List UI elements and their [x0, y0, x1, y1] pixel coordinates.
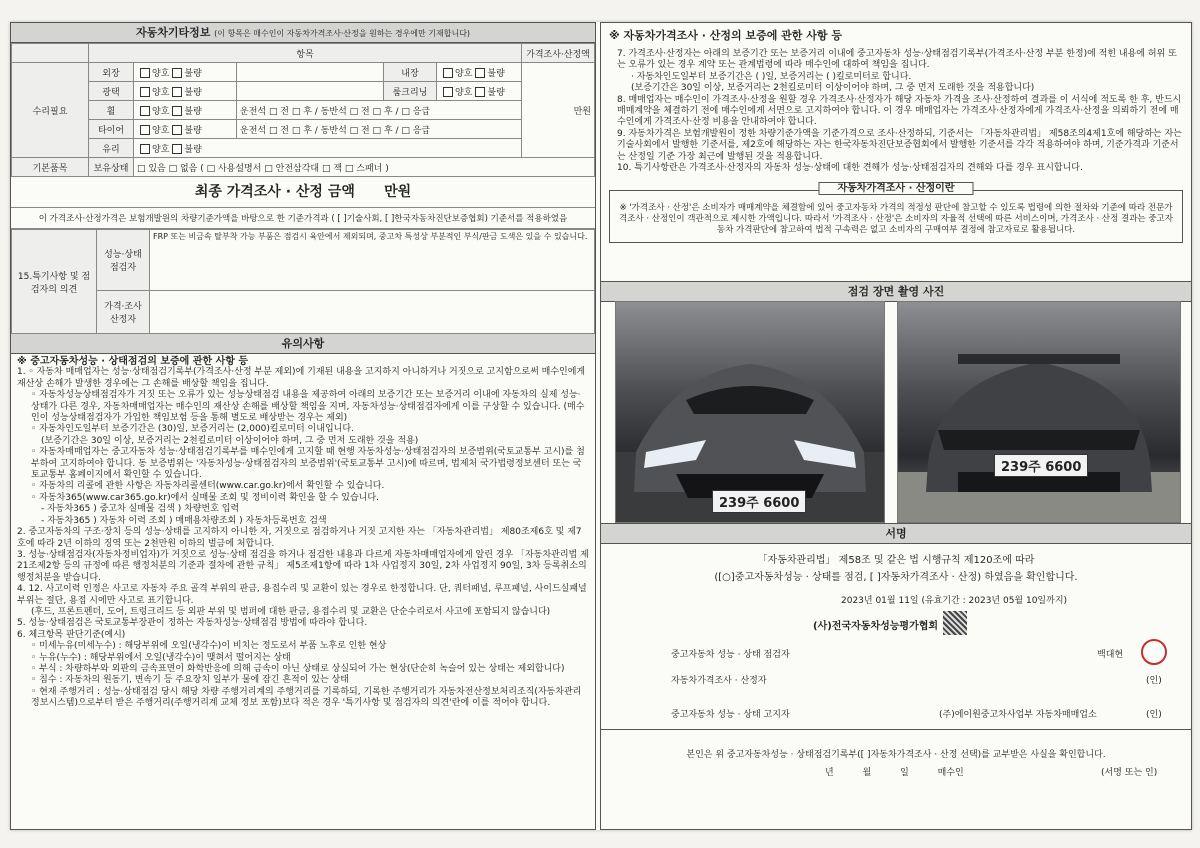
- notice-1d: (보증기간은 30일 이상, 보증거리는 2천킬로미터 이상이어야 하며, 그 중 먼저 도래한 것을 적용): [41, 435, 419, 446]
- wheel-detail: 운전석 □ 전 □ 후 / 동반석 □ 전 □ 후 / □ 응급: [237, 101, 522, 120]
- notice-1g: ◦ 자동차365(www.car365.go.kr)에서 실매물 조회 및 정비이력 확인을 할 수 있습니다.: [31, 492, 379, 503]
- sign-line-1: 「자동차관리법」 제58조 및 같은 법 시행규칙 제120조에 따라: [757, 555, 1035, 566]
- checkbox[interactable]: [140, 125, 150, 135]
- notice-6d: ◦ 침수 : 자동차의 원동기, 변속기 등 주요장치 일부가 물에 잠긴 흔적이 있는 상태: [31, 675, 349, 686]
- notice-1c: ◦ 자동차인도일부터 보증기간은 (30)일, 보증거리는 (2,000)킬로미터 이내입니다.: [31, 424, 354, 435]
- notice-3: 3. 성능·상태점검자(자동차정비업자)가 거짓으로 성능·상태 점검을 하거나 점검한 내용과 다르게 자동차매매업자에게 알린 경우 「자동차관리법 제21조제2항 등의 규정에 따른 행정처분의 기준과 절차에 관한 규칙」 제5조제1항에 따라 1차 사업정지 30일, 2차 사업정지 90일, 3차 등록취소의 행정처분을 받습니다.: [17, 549, 589, 583]
- inspector-name: 백대현: [1097, 650, 1124, 660]
- notice-6b: ◦ 누유(누수) : 해당부위에서 오일(냉각수)이 맺혀서 떨어지는 상태: [31, 652, 291, 663]
- checkbox[interactable]: [140, 68, 150, 78]
- left-column: [10, 22, 596, 830]
- section-title: 자동차기타정보: [135, 26, 211, 39]
- checkbox[interactable]: [140, 144, 150, 154]
- basic-options: □ 있음 □ 없음 ( □ 사용설명서 □ 안전삼각대 □ 잭 □ 스패너 ): [134, 158, 595, 177]
- other-info-table: 항목 가격조사·산정액 수리필요 외장 양호 불량 내장 양호 불량 만원 광택 양호 불량 룸크리닝 양호 불량 휠 양호 불량 운전석 □ 전 □ 후 / 동반석 □ 전 □ 후 / □ 응급 타이어 양호 불량 운전석 □ 전 □ 후 / 동반석 □ 전 □ 후 / □ 응급 유리 양호 불량 기본품목 보유상태 □ 있음 □ 없음 ( □ 사용설명서 □ 안전삼각대 □ 잭 □ 스패너 ): [11, 43, 595, 177]
- front-photo: [615, 301, 885, 523]
- other-info-header: [11, 23, 595, 43]
- notifier-name: (주)에이원중고차사업부 자동차매매업소: [939, 710, 1097, 720]
- row-interior: 내장: [384, 63, 437, 82]
- receipt-date: 년 월 일 매수인: [825, 768, 964, 778]
- checkbox[interactable]: [172, 144, 182, 154]
- tire-detail: 운전석 □ 전 □ 후 / 동반석 □ 전 □ 후 / □ 응급: [237, 120, 522, 139]
- col-price: 가격조사·산정액: [522, 44, 595, 63]
- row-polish: 광택: [89, 82, 134, 101]
- basic-items-label: 기본품목: [12, 158, 89, 177]
- checkbox[interactable]: [172, 68, 182, 78]
- final-price: 최종 가격조사 · 산정 금액 만원: [11, 177, 595, 208]
- inspection-record-sheet: [10, 22, 1192, 830]
- car-front-image: [616, 302, 884, 522]
- checkbox[interactable]: [140, 87, 150, 97]
- sign-date: 2023년 01월 11일 (유효기간 : 2023년 05월 10일까지): [841, 596, 1068, 606]
- row-tire: 타이어: [89, 120, 134, 139]
- notice-4: 4. 12. 사고이력 인정은 사고로 자동차 주요 골격 부위의 판금, 용접수리 및 교환이 있는 경우로 한정합니다. 단, 쿼터패널, 루프패널, 사이드실패널 부위는 절단, 용접 시에만 사고로 표기합니다.: [17, 584, 587, 606]
- notice-2: 2. 중고자동차의 구조·장치 등의 성능·상태를 고지하지 아니한 자, 거짓으로 점검하거나 거짓 고지한 자는 「자동차관리법」 제80조제6호 및 제7호에 따라 2년 이하의 징역 또는 2천만원 이하의 벌금에 처합니다.: [17, 527, 582, 549]
- checkbox[interactable]: [140, 106, 150, 116]
- inspector-role: 중고자동차 성능 · 상태 점검자: [671, 650, 790, 660]
- item-8: 8. 매매업자는 매수인이 가격조사·산정을 원할 경우 가격조사·산정자가 해당 자동차 가격을 조사·산정하여 결과를 이 서식에 적도록 한 후, 반드시 매매계약을 체결하기 전에 매수인에게 서면으로 고지하여야 합니다. 이 경우 매매업자는 가격조사·산정자에게 가격조사·산정을 의뢰하기 전에 매수인에게 가격조사·산정 비용을 안내하여야 합니다.: [617, 94, 1182, 128]
- photo-header: 점검 장면 촬영 사진: [601, 281, 1191, 302]
- definition-title: 자동차가격조사 · 산정이란: [818, 182, 973, 195]
- appraiser-label: 가격·조사 산정자: [97, 291, 150, 334]
- item-7: 7. 가격조사·산정자는 아래의 보증기간 또는 보증거리 이내에 중고자동차 성능·상태점검기록부(가격조사·산정 부분 한정)에 적힌 내용에 허위 또는 오류가 있는 경우 계약 또는 관계법령에 따라 매수인에 대하여 책임을 집니다.: [617, 49, 1177, 71]
- checkbox[interactable]: [172, 87, 182, 97]
- row-cleaning: 룸크리닝: [384, 82, 437, 101]
- special-label: 15.특기사항 및 점검자의 의견: [12, 230, 97, 334]
- row-wheel: 휠: [89, 101, 134, 120]
- rear-photo: [897, 301, 1181, 523]
- price-unit: 만원: [522, 63, 595, 158]
- notice-4b: (후드, 프론트펜더, 도어, 트렁크리드 등 외판 부위 및 범퍼에 대한 판금, 용접수리 및 교환은 단순수리로서 사고에 포함되지 않습니다): [31, 606, 551, 617]
- association-name: (사)전국자동차성능평가협회: [813, 621, 939, 632]
- notifier-seal: (인): [1146, 710, 1162, 720]
- notice-6e: ◦ 현재 주행거리 : 성능·상태점검 당시 해당 차량 주행거리계의 주행거리를 기록하되, 기록한 주행거리가 자동차전산정보처리조직(자동차관리정보시스템)으로부터 받은 주행거리(주행거리계 교체 정보 포함)보다 적은 경우 '특기사항 및 점검자의 의견'란에 이를 적어야 합니다.: [31, 686, 582, 709]
- notice-6c: ◦ 부식 : 차량하부와 외판의 금속표면이 화학반응에 의해 금속이 아닌 상태로 상실되어 가는 현상(단순히 녹슬어 있는 상태는 제외합니다): [31, 663, 565, 674]
- seal-stamp-icon: [1141, 639, 1167, 665]
- price-guarantee-title: ※ 자동차가격조사 · 산정의 보증에 관한 사항 등: [609, 29, 842, 42]
- checkbox[interactable]: [475, 68, 485, 78]
- repair-label: 수리필요: [12, 63, 89, 158]
- basic-state-label: 보유상태: [89, 158, 134, 177]
- receipt-statement: 본인은 위 중고자동차성능 · 상태점검기록부([ ]자동차가격조사 · 산정 선택)를 교부받은 사실을 확인합니다.: [686, 750, 1106, 760]
- checkbox[interactable]: [443, 87, 453, 97]
- special-text: FRP 또는 비금속 탈부착 가능 부품은 점검시 육안에서 제외되며, 중고차 특성상 부분적인 부식/판금 도색은 있을 수 있습니다.: [150, 230, 595, 291]
- notice-header: 유의사항: [11, 334, 595, 354]
- item-9: 9. 자동차가격은 보험개발원이 정한 차량기준가액을 기준가격으로 조사·산정하되, 기준서는 「자동차관리법」 제58조의4제1호에 해당하는 자는 기술사회에서 발행한 기준서를, 제2호에 해당하는 자는 한국자동차진단보증협회에서 발행한 기준서를 각각 적용하여야 하며, 기준가격과 기준서는 산정일 기준 가장 최근에 발행된 것을 적용합니다.: [617, 128, 1182, 162]
- item-10: 10. 특기사항란은 가격조사·산정자의 자동차 성능·상태에 대한 견해가 성능·상태점검자의 견해와 다를 경우 표시합니다.: [617, 163, 1083, 174]
- special-notes-table: [11, 229, 595, 334]
- price-basis: 이 가격조사·산정가격은 보험개발원의 차량기준가액을 바탕으로 한 기준가격과 ( [ ]기술사회, [ ]한국자동차진단보증협회) 기준서를 적용하였음: [11, 208, 595, 229]
- notice-6a: ◦ 미세누유(미세누수) : 해당부위에 오일(냉각수)이 비치는 정도로서 부품 노후로 인한 현상: [31, 641, 387, 652]
- checkbox[interactable]: [443, 68, 453, 78]
- appraisal-definition-box: [609, 183, 1183, 243]
- signature-note: (서명 또는 인): [1101, 768, 1158, 778]
- license-plate-front: 239주 6600: [712, 490, 806, 513]
- notice-body: ※ 중고자동차성능 · 상태점검의 보증에 관한 사항 등 1. ◦ 자동차 매매업자는 성능·상태점검기록부(가격조사·산정 부분 제외)에 기재된 내용을 고지하지 아니하거나 거짓으로 고지함으로써 매수인에게 재산상 손해가 발생한 경우에는 그 손해를 배상할 책임을 집니다. ◦ 자동차성능상태점검자가 거짓 또는 오류가 있는 성능상태점검 내용을 제공하여 아래의 보증기간 또는 보증거리 이내에 자동차의 실제 성능·상태가 다른 경우, 자동차매매업자는 매수인의 재산상 손해를 배상할 책임을 지며, 자동차성능·상태점검자에게 이를 구상할 수 있습니다. (매수인이 성능상태점검자가 가입한 책임보험 등을 통해 별도로 배상받는 경우는 제외) ◦ 자동차인도일부터 보증기간은 (30)일, 보증거리는 (2,000)킬로미터 이내입니다. (보증기간은 30일 이상, 보증거리는 2천킬로미터 이상이어야 하며, 그 중 먼저 도래한 것을 적용) ◦ 자동차매매업자는 중고자동차 성능·상태점검기록부를 매수인에게 고지할 때 현행 자동차성능·상태점검자의 보증범위(국토교통부 고시)를 첨부하여 고지하여야 합니다. 동 보증범위는 '자동차성능·상태점검자의 보증범위'(국토교통부 고시)에 따르며, 법제처 국가법령정보센터 또는 국토교통부 홈페이지에서 확인할 수 있습니다. ◦ 자동차의 리콜에 관한 사항은 자동차리콜센터(www.car.go.kr)에서 확인할 수 있습니다. ◦ 자동차365(www.car365.go.kr)에서 실매물 조회 및 정비이력 확인을 할 수 있습니다. - 자동차365 ) 중고차 실매물 검색 ) 차량번호 입력 - 자동차365 ) 자동차 이력 조회 ) 매매용차량조회 ) 자동차등록번호 검색 2. 중고자동차의 구조·장치 등의 성능·상태를 고지하지 아니한 자, 거짓으로 점검하거나 거짓 고지한 자는 「자동차관리법」 제80조제6호 및 제7호에 따라 2년 이하의 징역 또는 2천만원 이하의 벌금에 처합니다. 3. 성능·상태점검자(자동차정비업자)가 거짓으로 성능·상태 점검을 하거나 점검한 내용과 다르게 자동차매매업자에게 알린 경우 「자동차관리법 제21조제2항 등의 규정에 따른 행정처분의 기준과 절차에 관한 규칙」 제5조제1항에 따라 1차 사업정지 30일, 2차 사업정지 90일, 3차 등록취소의 행정처분을 받습니다. 4. 12. 사고이력 인정은 사고로 자동차 주요 골격 부위의 판금, 용접수리 및 교환이 있는 경우로 한정합니다. 단, 쿼터패널, 루프패널, 사이드실패널 부위는 절단, 용접 시에만 사고로 표기합니다. (후드, 프론트펜더, 도어, 트렁크리드 등 외판 부위 및 범퍼에 대한 판금, 용접수리 및 교환은 단순수리로서 사고에 포함되지 않습니다) 5. 성능·상태점검은 국토교통부장관이 정하는 자동차성능·상태점검 방법에 따라야 합니다. 6. 체크항목 판단기준(예시) ◦ 미세누유(미세누수) : 해당부위에 오일(냉각수)이 비치는 정도로서 부품 노후로 인한 현상 ◦ 누유(누수) : 해당부위에서 오일(냉각수)이 맺혀서 떨어지는 상태 ◦ 부식 : 차량하부와 외판의 금속표면이 화학반응에 의해 금속이 아닌 상태로 상실되어 가는 현상(단순히 녹슬어 있는 상태는 제외합니다) ◦ 침수 : 자동차의 원동기, 변속기 등 주요장치 일부가 물에 잠긴 흔적이 있는 상태 ◦ 현재 주행거리 : 성능·상태점검 당시 해당 차량 주행거리계의 주행거리를 기록하되, 기록한 주행거리가 자동차전산정보처리조직(자동차관리정보시스템)으로부터 받은 주행거리(주행거리계 교체 정보 포함)보다 적은 경우 '특기사항 및 점검자의 의견'란에 이를 적어야 합니다.: [17, 356, 589, 709]
- notice-1h: - 자동차365 ) 중고차 실매물 검색 ) 차량번호 입력: [41, 504, 240, 515]
- checkbox[interactable]: [172, 125, 182, 135]
- right-column: [600, 22, 1192, 830]
- guarantee-title: ※ 중고자동차성능 · 상태점검의 보증에 관한 사항 등: [17, 356, 249, 367]
- license-plate-rear: 239주 6600: [994, 454, 1088, 477]
- row-glass: 유리: [89, 139, 134, 158]
- appraiser-seal: (인): [1146, 676, 1162, 686]
- signature-header: 서명: [601, 523, 1191, 544]
- sign-line-2: ([○]중고자동차성능 · 상태를 점검, [ ]자동차가격조사 · 산정) 하였음을 확인합니다.: [714, 572, 1078, 583]
- definition-text: ※ '가격조사 · 산정'은 소비자가 매매계약을 체결함에 있어 중고자동차 가격의 적정성 판단에 참고할 수 있도록 법령에 의한 절차와 기준에 따라 전문가격조사 · 산정인이 객관적으로 제시한 가액입니다. 따라서 '가격조사 · 산정'은 소비자의 자율적 선택에 따른 서비스이며, 가격조사 · 산정 결과는 중고자동차 가격판단에 참고하여 법적 구속력은 없고 소비자의 구매여부 결정에 참고자료로 활용됩니다.: [619, 203, 1173, 236]
- col-item: 항목: [89, 44, 522, 63]
- section-note: (이 항목은 매수인이 자동차가격조사·산정을 원하는 경우에만 기재합니다): [214, 29, 471, 38]
- checkbox[interactable]: [475, 87, 485, 97]
- notice-1b: ◦ 자동차성능상태점검자가 거짓 또는 오류가 있는 성능상태점검 내용을 제공하여 아래의 보증기간 또는 보증거리 이내에 자동차의 실제 성능·상태가 다른 경우, 자동차매매업자는 매수인의 재산상 손해를 배상할 책임을 지며, 자동차성능·상태점검자에게 이를 구상할 수 있습니다. (매수인이 성능상태점검자가 가입한 책임보험 등을 통해 별도로 배상받는 경우는 제외): [31, 390, 585, 424]
- row-exterior: 외장: [89, 63, 134, 82]
- qr-code-icon: [943, 611, 967, 635]
- checkbox[interactable]: [172, 106, 182, 116]
- notice-1f: ◦ 자동차의 리콜에 관한 사항은 자동차리콜센터(www.car.go.kr)에서 확인할 수 있습니다.: [31, 481, 385, 492]
- price-guarantee-body: [601, 47, 1191, 176]
- notice-1a: ◦ 자동차 매매업자는 성능·상태점검기록부(가격조사·산정 부분 제외)에 기재된 내용을 고지하지 아니하거나 거짓으로 고지함으로써 매수인에게 재산상 손해가 발생한 경우에는 그 손해를 배상할 책임을 집니다.: [17, 367, 586, 389]
- item-7a: · 자동차인도일부터 보증기간은 ( )일, 보증거리는 ( )킬로미터로 합니다.: [631, 71, 912, 82]
- notice-6: 6. 체크항목 판단기준(예시): [17, 629, 126, 640]
- appraiser-role: 자동차가격조사 · 산정자: [671, 676, 767, 686]
- car-rear-image: [898, 302, 1180, 522]
- notice-1i: - 자동차365 ) 자동차 이력 조회 ) 매매용차량조회 ) 자동차등록번호 검색: [41, 515, 327, 526]
- notice-5: 5. 성능·상태점검은 국토교통부장관이 정하는 자동차성능·상태점검 방법에 따라야 합니다.: [17, 618, 368, 629]
- notifier-role: 중고자동차 성능 · 상태 고지자: [671, 710, 790, 720]
- item-7b: (보증기간은 30일 이상, 보증거리는 2천킬로미터 이상이어야 하며, 그 중 먼저 도래한 것을 적용합니다): [631, 83, 1035, 94]
- inspector-label: 성능·상태 점검자: [97, 230, 150, 291]
- notice-1e: ◦ 자동차매매업자는 중고자동차 성능·상태점검기록부를 매수인에게 고지할 때 현행 자동차성능·상태점검자의 보증범위(국토교통부 고시)를 첨부하여 고지하여야 합니다. 동 보증범위는 '자동차성능·상태점검자의 보증범위'(국토교통부 고시)에 따르며, 법제처 국가법령정보센터 또는 국토교통부 홈페이지에서 확인할 수 있습니다.: [31, 447, 585, 481]
